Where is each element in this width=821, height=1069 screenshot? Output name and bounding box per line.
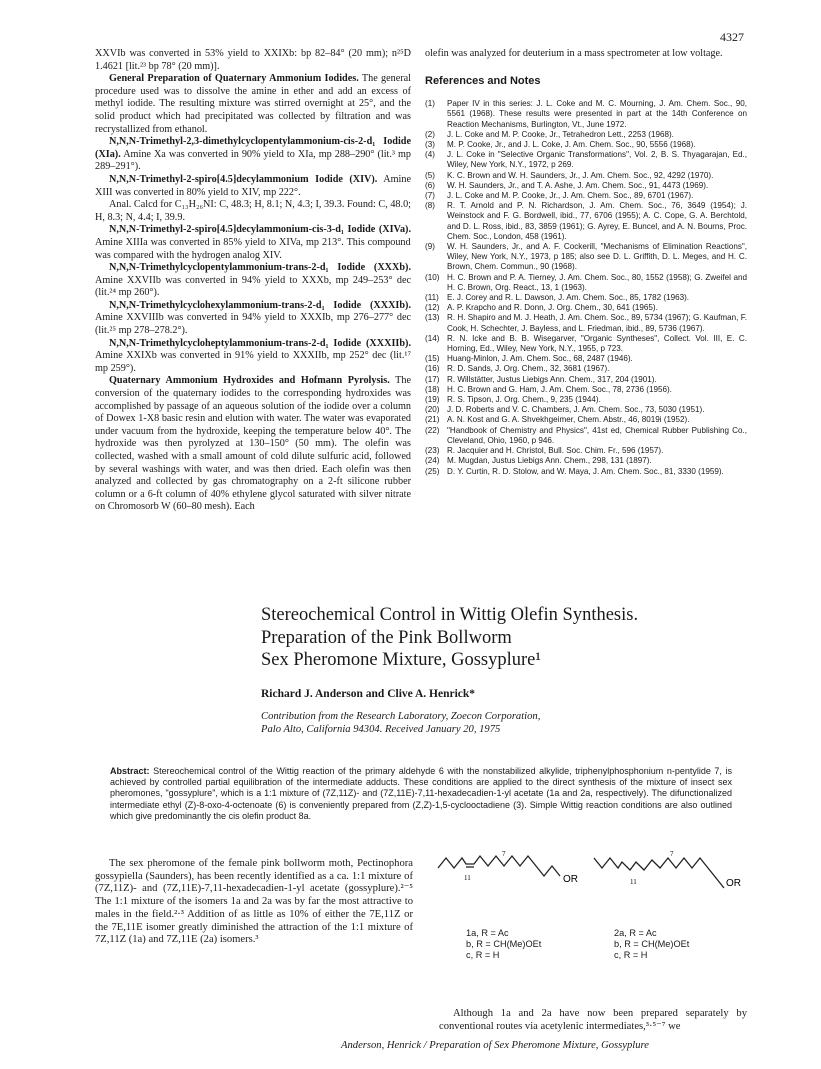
reference-item	[425, 426, 747, 446]
reference-item	[425, 242, 747, 273]
structure-2-diagram	[592, 850, 752, 910]
reference-number: (23)	[425, 446, 440, 456]
reference-number: (22)	[425, 425, 440, 435]
reference-number: (15)	[425, 354, 440, 364]
reference-text: J. L. Coke in "Selective Organic Transformations", Vol. 2, B. S. Thyagarajan, Ed., Wiley, New York, N.Y., 1972, p 269.	[447, 150, 747, 170]
reference-text: H. C. Brown and P. A. Tierney, J. Am. Chem. Soc., 80, 1552 (1958); G. Zweifel and H. C. Brown, Org. React., 13, 1 (1963).	[447, 272, 747, 292]
reference-item	[425, 354, 747, 364]
page-number: 4327	[720, 30, 744, 44]
reference-item	[425, 334, 747, 354]
reference-text: Huang-Minlon, J. Am. Chem. Soc., 68, 2487 (1946).	[447, 354, 633, 364]
abstract	[110, 766, 732, 822]
reference-item	[425, 456, 747, 466]
reference-text: R. D. Sands, J. Org. Chem., 32, 3681 (1967).	[447, 364, 610, 374]
reference-item	[425, 364, 747, 374]
paragraph-heading: N,N,N-Trimethyl-2-spiro[4.5]decylammonium-cis-3-d₁ Iodide (XIVa).	[109, 224, 411, 236]
reference-number: (10)	[425, 272, 440, 282]
reference-item	[425, 405, 747, 415]
reference-number: (5)	[425, 170, 435, 180]
reference-text: R. N. Icke and B. B. Wisegarver, "Organic Syntheses", Collect. Vol. III, E. C. Horning, Ed., Wiley, New York, N.Y., 1955, p 723.	[447, 333, 747, 354]
reference-number: (11)	[425, 293, 439, 303]
reference-text: R. Willstätter, Justus Liebigs Ann. Chem., 317, 204 (1901).	[447, 374, 657, 384]
abstract-label: Abstract:	[110, 766, 150, 776]
reference-text: A. P. Krapcho and R. Donn, J. Org. Chem., 30, 641 (1965).	[447, 303, 658, 313]
paragraph-heading: N,N,N-Trimethylcyclohexylammonium-trans-2-d₁ Iodide (XXXIb).	[109, 299, 411, 311]
abstract-text: Stereochemical control of the Wittig reaction of the primary aldehyde 6 with the nonstabilized alkylide, triphenylphosphonium n-pentylide 7, is achieved by controlled partial equilibration of the intermediate adducts. These conditions are applied to the direct synthesis of the mixture of insect sex pheromones, "gossyplure", which is a 1:1 mixture of (7Z,11Z)- and (7Z,11E)-7,11-hexadecadien-1-yl acetate (1a and 2a, respectively). The difunctionalized intermediate ethyl (Z)-8-oxo-4-octenoate (6) is conveniently prepared from (Z,Z)-1,5-cyclooctadiene (3). Simple Wittig reaction conditions are also outlined which give predominantly the cis olefin product 8a.	[110, 766, 732, 821]
paragraph-text: Amine XIII was converted in 80% yield to XIV, mp 222°.	[95, 173, 411, 198]
reference-item	[425, 313, 747, 333]
reference-text: J. D. Roberts and V. C. Chambers, J. Am. Chem. Soc., 73, 5030 (1951).	[447, 405, 705, 415]
left-paragraph	[95, 338, 411, 376]
paragraph-heading: N,N,N-Trimethylcyclopentylammonium-trans-2-d₁ Iodide (XXXb).	[109, 262, 411, 274]
reference-number: (18)	[425, 384, 440, 394]
paragraph-text: Amine XXVIIIb was converted in 94% yield to XXXIb, mp 276–277° dec (lit.²⁵ mp 278–278.2°).	[95, 312, 411, 337]
paragraph-text: Amine XIIIa was converted in 85% yield to XIVa, mp 213°. This compound was compared with the hydrogen analog XIV.	[95, 236, 411, 261]
reference-text: R. S. Tipson, J. Org. Chem., 9, 235 (1944).	[447, 395, 601, 405]
reference-number: (9)	[425, 242, 435, 252]
paragraph-text: Amine Xa was converted in 90% yield to XIa, mp 288–290° (lit.³ mp 289–291°).	[95, 148, 411, 173]
structure-1-item: b, R = CH(Me)OEt	[466, 939, 542, 949]
reference-number: (20)	[425, 405, 440, 415]
reference-item	[425, 415, 747, 425]
structure-2-item: 2a, R = Ac	[614, 928, 657, 938]
left-column	[95, 48, 411, 514]
left-paragraph	[95, 224, 411, 262]
reference-text: A. N. Kost and G. A. Shvekhgeimer, Chem. Abstr., 46, 8019i (1952).	[447, 415, 690, 425]
left-paragraph	[95, 73, 411, 136]
structure-1-label-or: OR	[563, 874, 578, 885]
paragraph-text: The general procedure used was to dissolve the amine in ether and add an excess of methyl iodide. The resulting mixture was stirred overnight at 25°, and the solid product which had precipitated was collected by filtration and was recrystallized from ethanol.	[95, 73, 411, 135]
paragraph-heading: Quaternary Ammonium Hydroxides and Hofmann Pyrolysis.	[109, 375, 390, 387]
reference-number: (8)	[425, 201, 435, 211]
reference-number: (4)	[425, 150, 435, 160]
reference-item	[425, 130, 747, 140]
structure-2-legend	[614, 928, 689, 961]
left-paragraph	[95, 199, 411, 224]
references-heading: References and Notes	[425, 74, 541, 87]
reference-text: J. L. Coke and M. P. Cooke, Jr., J. Am. Chem. Soc., 89, 6701 (1967).	[447, 191, 694, 201]
left-paragraph	[95, 136, 411, 174]
title-line-2: Preparation of the Pink Bollworm	[261, 627, 512, 648]
affiliation	[261, 710, 540, 736]
paragraph-heading: N,N,N-Trimethylcycloheptylammonium-trans-2-d₁ Iodide (XXXIIb).	[109, 337, 411, 349]
reference-item	[425, 385, 747, 395]
reference-text: M. P. Cooke, Jr., and J. L. Coke, J. Am. Chem. Soc., 90, 5556 (1968).	[447, 140, 696, 149]
reference-item	[425, 140, 747, 150]
structure-1-diagram	[436, 850, 596, 900]
article-title	[261, 604, 638, 672]
reference-item	[425, 191, 747, 201]
structure-1-item: 1a, R = Ac	[466, 928, 509, 938]
reference-item	[425, 375, 747, 385]
reference-number: (17)	[425, 374, 440, 384]
structure-2-label-11: 11	[630, 878, 637, 886]
reference-number: (3)	[425, 140, 435, 149]
reference-number: (7)	[425, 191, 435, 201]
paragraph-text: The conversion of the quaternary iodides to the corresponding hydroxides was accomplished by passage of an aqueous solution of the iodide over a column of Dowex 1-X8 basic resin and elution with water. The water was evaporated under vacuum from the hydroxide, keeping the temperature below 40°. The hydroxide was then pyrolyzed at 130–150° (50 mm). The olefin was collected, washed with a small amount of cold dilute sulfuric acid, followed by several washings with water, and was then dried. Each olefin was then analyzed and collected by gas chromatography on a 2-ft silicone rubber column or a 6-ft column of 40% ethylene glycol saturated with silver nitrate on Chromosorb W (60–80 mesh). Each	[95, 375, 412, 513]
reference-item	[425, 99, 747, 130]
reference-number: (19)	[425, 395, 440, 405]
structure-1-label-7: 7	[502, 850, 506, 858]
title-line-1: Stereochemical Control in Wittig Olefin Synthesis.	[261, 605, 639, 625]
reference-number: (13)	[425, 313, 440, 323]
paragraph-text: Amine XXIXb was converted in 91% yield to XXXIIb, mp 252° dec (lit.¹⁷ mp 259°).	[95, 350, 411, 374]
reference-item	[425, 303, 747, 313]
reference-item	[425, 150, 747, 170]
left-paragraph	[95, 262, 411, 300]
reference-item	[425, 395, 747, 405]
paragraph-heading: N,N,N-Trimethyl-2,3-dimethylcyclopentylammonium-cis-2-d₁ Iodide (XIa).	[95, 136, 411, 160]
reference-item	[425, 201, 747, 242]
structure-2-label-or: OR	[726, 878, 741, 889]
structure-1-label-11: 11	[464, 874, 471, 882]
affiliation-line-1: Contribution from the Research Laboratory, Zoecon Corporation,	[261, 711, 541, 722]
continuation-text: Although 1a and 2a have now been prepared separately by conventional routes via acetylenic intermediates,³·⁵⁻⁷ we	[439, 1008, 747, 1032]
paragraph-heading: N,N,N-Trimethyl-2-spiro[4.5]decylammonium Iodide (XIV).	[109, 173, 378, 185]
structure-1-item: c, R = H	[466, 950, 500, 960]
reference-number: (25)	[425, 466, 440, 476]
reference-item	[425, 171, 747, 181]
paragraph-heading: General Preparation of Quaternary Ammonium Iodides.	[109, 73, 359, 85]
title-line-3: Sex Pheromone Mixture, Gossyplure¹	[261, 650, 541, 670]
intro-text: The sex pheromone of the female pink bollworm moth, Pectinophora gossypiella (Saunders), has been recently identified as a ca. 1:1 mixture of (7Z,11Z)- and (7Z,11E)-7,11-hexadecadien-1-yl acetate (gossyplure).²⁻⁵ The 1:1 mixture of the isomers 1a and 2a was by far the most attractive to males in the field.²·³ Addition of as little as 10% of either the 7E,11Z or the 7E,11E isomer greatly diminished the attraction of the 1:1 mixture of 7Z,11Z (1a) and 7Z,11E (2a) isomers.³	[95, 858, 413, 946]
structure-1-legend	[466, 928, 541, 961]
reference-number: (1)	[425, 99, 435, 109]
reference-number: (14)	[425, 333, 440, 343]
reference-text: K. C. Brown and W. H. Saunders, Jr., J. Am. Chem. Soc., 92, 4292 (1970).	[447, 170, 714, 180]
paragraph-text: Amine XXVIIb was converted in 94% yield to XXXb, mp 249–253° dec (lit.²⁴ mp 260°).	[95, 274, 411, 299]
reference-text: W. H. Saunders, Jr., and T. A. Ashe, J. Am. Chem. Soc., 91, 4473 (1969).	[447, 180, 709, 190]
right-column	[425, 48, 747, 477]
references-list	[425, 99, 747, 477]
reference-number: (12)	[425, 303, 440, 313]
reference-text: W. H. Saunders, Jr., and A. F. Cockerill, "Mechanisms of Elimination Reactions", Wiley, New York, N.Y., 1973, p 185; also see D. L. Griffith, D. L. Meges, and H. C. Brown, Chem. Commun., 90 (1968).	[447, 242, 747, 272]
continuation-paragraph	[439, 1008, 747, 1033]
left-paragraph	[95, 375, 411, 514]
reference-text: D. Y. Curtin, R. D. Stolow, and W. Maya, J. Am. Chem. Soc., 81, 3330 (1959).	[447, 466, 724, 476]
reference-number: (2)	[425, 129, 435, 139]
reference-text: M. Mugdan, Justus Liebigs Ann. Chem., 298, 131 (1897).	[447, 456, 652, 466]
reference-text: E. J. Corey and R. L. Dawson, J. Am. Chem. Soc., 85, 1782 (1963).	[447, 293, 690, 303]
reference-item	[425, 467, 747, 477]
left-paragraph	[95, 174, 411, 199]
authors: Richard J. Anderson and Clive A. Henrick*	[261, 688, 476, 700]
structure-2-label-7: 7	[670, 850, 674, 858]
left-paragraph	[95, 300, 411, 338]
paragraph-text: Anal. Calcd for C₁₃H₂₆NI: C, 48.3; H, 8.1; N, 4.3; I, 39.3. Found: C, 48.0; H, 8.3; N, 4.4; I, 39.9.	[95, 199, 411, 223]
reference-number: (21)	[425, 415, 440, 425]
reference-text: H. C. Brown and G. Ham, J. Am. Chem. Soc., 78, 2736 (1956).	[447, 384, 672, 394]
reference-item	[425, 181, 747, 191]
reference-item	[425, 446, 747, 456]
reference-item	[425, 273, 747, 293]
reference-text: J. L. Coke and M. P. Cooke, Jr., Tetrahedron Lett., 2253 (1968).	[447, 129, 674, 139]
reference-number: (16)	[425, 364, 440, 374]
reference-number: (24)	[425, 456, 440, 466]
structure-2-item: b, R = CH(Me)OEt	[614, 939, 690, 949]
reference-text: Paper IV in this series: J. L. Coke and M. C. Mourning, J. Am. Chem. Soc., 90, 5561 (1968). These results were presented in part at the 14th Conference on Reaction Mechanisms, Burlington, Vt., June 1972.	[447, 99, 747, 129]
reference-item	[425, 293, 747, 303]
structure-2-item: c, R = H	[614, 950, 648, 960]
reference-text: R. Jacquier and H. Christol, Bull. Soc. Chim. Fr., 596 (1957).	[447, 446, 664, 456]
right-column-text: olefin was analyzed for deuterium in a mass spectrometer at low voltage.	[425, 48, 723, 59]
reference-number: (6)	[425, 180, 435, 190]
affiliation-line-2: Palo Alto, California 94304. Received January 20, 1975	[261, 724, 501, 735]
running-footer: Anderson, Henrick / Preparation of Sex Pheromone Mixture, Gossyplure	[341, 1040, 649, 1051]
reference-text: R. T. Arnold and P. N. Richardson, J. Am. Chem. Soc., 76, 3649 (1954); J. Weinstock and F. G. Bordwell, ibid., 77, 6706 (1955); A. C. Cope, G. A. Berchtold, and D. L. Ross, ibid., 83, 3859 (1961); G. Ayrey, E. Buncel, and A. N. Bourns, Proc. Chem. Soc., London, 458 (1961).	[447, 201, 747, 241]
reference-text: R. H. Shapiro and M. J. Heath, J. Am. Chem. Soc., 89, 5734 (1967); G. Kaufman, F. Cook, H. Schechter, J. Bayless, and L. Friedman, ibid., 89, 5736 (1967).	[447, 313, 747, 333]
paragraph-text: XXVIb was converted in 53% yield to XXIXb: bp 82–84° (20 mm); n²⁵D 1.4621 [lit.²³ bp 78° (20 mm)].	[95, 48, 411, 72]
reference-text: "Handbook of Chemistry and Physics", 41st ed, Chemical Rubber Publishing Co., Cleveland, Ohio, 1960, p 946.	[447, 425, 747, 445]
left-paragraph	[95, 48, 411, 73]
introduction-paragraph	[95, 858, 413, 947]
